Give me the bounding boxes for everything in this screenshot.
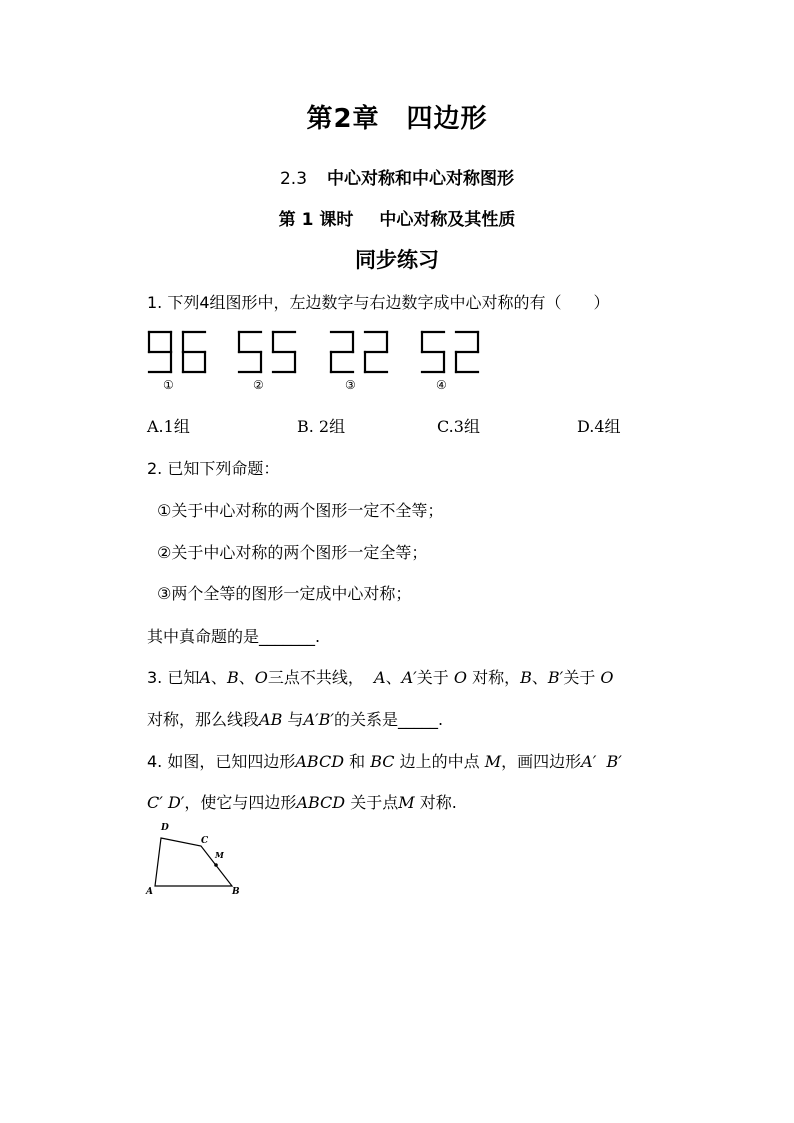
- q2-item-2: ②关于中心对称的两个图形一定全等；: [157, 543, 428, 562]
- q1-option-b: B. 2组: [297, 417, 346, 436]
- q2-item-3: ③两个全等的图形一定成中心对称；: [157, 584, 412, 603]
- digit-pair-3: [331, 332, 387, 372]
- lesson-name: 中心对称及其性质: [379, 210, 516, 230]
- vertex-label-c: C: [201, 836, 209, 846]
- q1-stem: 1. 下列4组图形中，左边数字与右边数字成中心对称的有（ ）: [147, 293, 610, 312]
- q4-line-2: C′ D′，使它与四边形ABCD 关于点M 对称.: [147, 793, 457, 812]
- vertex-label-a: A: [146, 887, 153, 897]
- quadrilateral-abcd: [155, 838, 232, 886]
- midpoint-label-m: M: [215, 850, 224, 860]
- practice-heading: 同步练习: [355, 248, 439, 272]
- q3-line-2: 对称，那么线段AB 与A′B′的关系是_____.: [147, 710, 444, 729]
- q2-answer-line: 其中真命题的是_______.: [147, 627, 321, 646]
- lesson-title: [0, 205, 794, 230]
- vertex-label-d: D: [161, 823, 169, 833]
- digit-pair-4: [422, 332, 478, 372]
- q1-digit-pairs: [145, 330, 485, 375]
- q4-line-1: 4. 如图，已知四边形ABCD 和 BC 边上的中点 M，画四边形A′ B′: [147, 752, 622, 771]
- q1-option-c: C.3组: [437, 417, 480, 436]
- vertex-label-b: B: [232, 887, 240, 897]
- q1-option-a: A.1组: [147, 417, 190, 436]
- digit-pair-2: [239, 332, 295, 372]
- q1-label-4: ④: [436, 378, 447, 392]
- chapter-title: 第2章 四边形: [306, 104, 488, 134]
- digit-pair-1: [149, 332, 205, 372]
- section-name: 中心对称和中心对称图形: [327, 169, 515, 189]
- lesson-number: 第 1 课时: [278, 210, 354, 230]
- q1-option-d: D.4组: [577, 417, 621, 436]
- q2-stem: 2. 已知下列命题：: [147, 459, 280, 478]
- section-title: [0, 164, 794, 189]
- quadrilateral-figure: [145, 818, 255, 900]
- q1-label-3: ③: [345, 378, 356, 392]
- midpoint-m: [214, 863, 218, 867]
- section-number: 2.3: [279, 169, 308, 189]
- q1-label-1: ①: [163, 378, 174, 392]
- q1-label-2: ②: [253, 378, 264, 392]
- q2-item-1: ①关于中心对称的两个图形一定不全等；: [157, 501, 444, 520]
- q3-line-1: 3. 已知A、B、O三点不共线， A、A′关于 O 对称，B、B′关于 O: [147, 668, 614, 687]
